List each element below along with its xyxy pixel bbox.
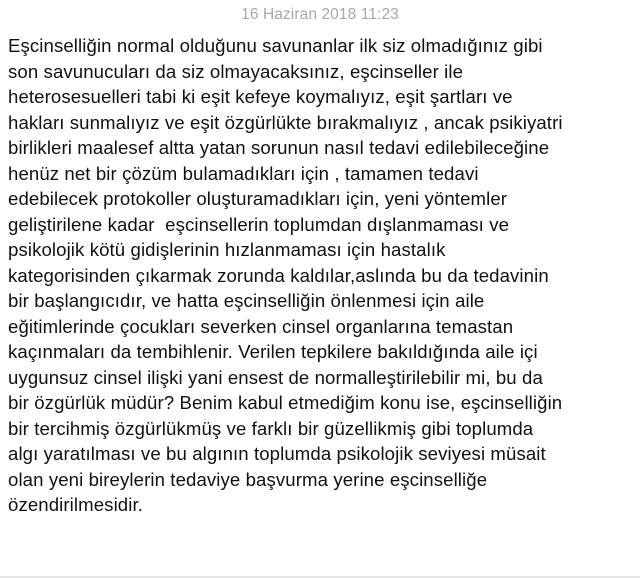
message-line: bir özgürlük müdür? Benim kabul etmediğim konu ise, eşcinselliğin bbox=[8, 392, 563, 413]
message-line: kaçınmaları da tembihlenir. Verilen tepkilere bakıldığında aile içi bbox=[8, 341, 538, 362]
message-line: hakları sunmalıyız ve eşit özgürlükte bırakmalıyız , ancak psikiyatri bbox=[8, 111, 563, 133]
message-line: uygunsuz cinsel ilişki yani ensest de normalleştirilebilir mi, bu da bbox=[8, 366, 543, 388]
message-line: henüz net bir çözüm bulamadıkları için , tamamen tedavi bbox=[8, 162, 479, 184]
message-line: edebilecek protokoller oluşturamadıkları için, yeni yöntemler bbox=[8, 188, 508, 209]
message-line: bir tercihmiş özgürlükmüş ve farklı bir güzellikmiş gibi toplumda bbox=[8, 417, 534, 439]
message-line: kategorisinden çıkarmak zorunda kaldılar,aslında bu da tedavinin bbox=[8, 264, 549, 286]
message-line: bir başlangıcıdır, ve hatta eşcinselliğin önlenmesi için aile bbox=[8, 290, 485, 311]
message-line: Eşcinselliğin normal olduğunu savunanlar ilk siz olmadığınız gibi bbox=[8, 35, 543, 56]
message-line: algı yaratılması ve bu algının toplumda psikolojik seviyesi müsait bbox=[8, 443, 546, 464]
message-line: birlikleri maalesef altta yatan sorunun nasıl tedavi edilebileceğine bbox=[8, 137, 550, 158]
message-line: psikolojik kötü gidişlerinin hızlanmaması için hastalık bbox=[8, 239, 446, 260]
message-line: geliştirilene kadar eşcinsellerin toplumdan dışlanmaması ve bbox=[8, 213, 510, 235]
message-line: heterosesuelleri tabi ki eşit kefeye koymalıyız, eşit şartları ve bbox=[8, 86, 513, 107]
message-line: son savunucuları da siz olmayacaksınız, eşcinseller ile bbox=[8, 60, 464, 82]
message-line: özendirilmesidir. bbox=[8, 494, 144, 515]
message-line: olan yeni bireylerin tedaviye başvurma yerine eşcinselliğe bbox=[8, 468, 488, 490]
message-timestamp: 16 Haziran 2018 11:23 bbox=[241, 6, 399, 23]
message-body[interactable] bbox=[8, 33, 638, 518]
message-line: eğitimlerinde çocukları severken cinsel organlarına temastan bbox=[8, 315, 514, 337]
